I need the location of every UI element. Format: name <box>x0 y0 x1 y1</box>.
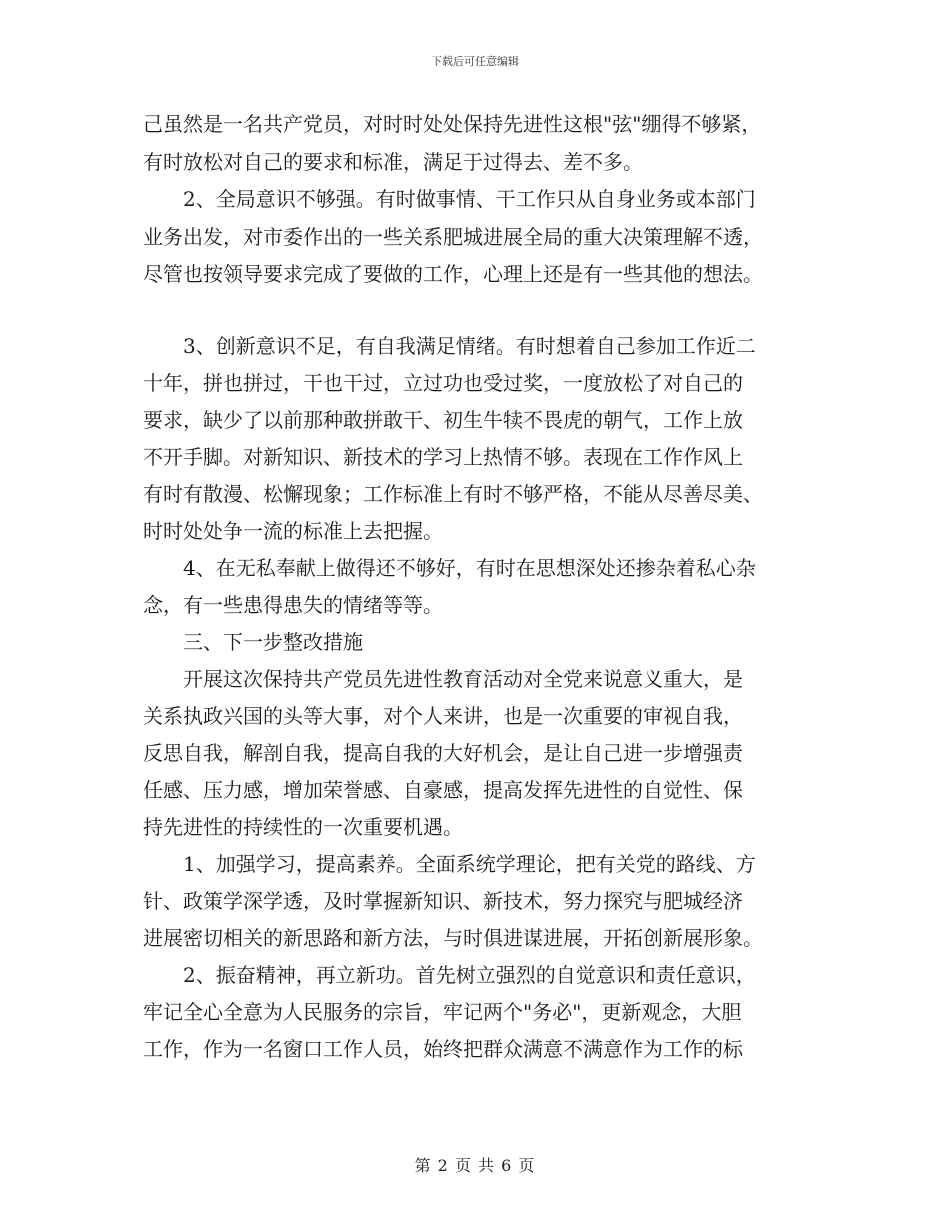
text-line: 有时放松对自己的要求和标准，满足于过得去、差不多。 <box>143 150 643 174</box>
section-heading: 三、下一步整改措施 <box>143 630 363 654</box>
text-line: 十年，拼也拼过，干也干过，立过功也受过奖，一度放松了对自己的 <box>143 371 743 395</box>
text-line: 2、全局意识不够强。有时做事情、干工作只从自身业务或本部门 <box>143 187 756 211</box>
text-line: 关系执政兴国的头等大事，对个人来讲，也是一次重要的审视自我， <box>143 704 743 728</box>
page-header: 下载后可任意编辑 <box>431 55 519 68</box>
text-line: 反思自我，解剖自我，提高自我的大好机会，是让自己进一步增强责 <box>143 741 743 765</box>
text-line: 持先进性的持续性的一次重要机遇。 <box>143 815 463 839</box>
text-line: 2、振奋精神，再立新功。首先树立强烈的自觉意识和责任意识， <box>143 963 756 987</box>
text-line: 4、在无私奉献上做得还不够好，有时在思想深处还掺杂着私心杂 <box>143 556 756 580</box>
text-line: 尽管也按领导要求完成了要做的工作，心理上还是有一些其他的想法。 <box>143 262 763 286</box>
text-line: 3、创新意识不足，有自我满足情绪。有时想着自己参加工作近二 <box>143 334 756 358</box>
text-line: 针、政策学深学透，及时掌握新知识、新技术，努力探究与肥城经济 <box>143 889 743 913</box>
text-line: 时时处处争一流的标准上去把握。 <box>143 519 443 543</box>
text-line: 念，有一些患得患失的情绪等等。 <box>143 593 443 617</box>
text-line: 不开手脚。对新知识、新技术的学习上热情不够。表现在工作作风上 <box>143 445 743 469</box>
text-line: 开展这次保持共产党员先进性教育活动对全党来说意义重大，是 <box>143 667 743 691</box>
text-line: 进展密切相关的新思路和新方法，与时俱进谋进展，开拓创新展形象。 <box>143 926 763 950</box>
text-line: 要求，缺少了以前那种敢拼敢干、初生牛犊不畏虎的朝气，工作上放 <box>143 408 743 432</box>
page-number-footer: 第 2 页 共 6 页 <box>414 1156 536 1175</box>
text-line: 业务出发，对市委作出的一些关系肥城进展全局的重大决策理解不透， <box>143 225 763 249</box>
text-line: 1、加强学习，提高素养。全面系统学理论，把有关党的路线、方 <box>143 852 756 876</box>
text-line: 工作，作为一名窗口工作人员，始终把群众满意不满意作为工作的标 <box>143 1037 743 1061</box>
text-line: 牢记全心全意为人民服务的宗旨，牢记两个"务必"，更新观念，大胆 <box>143 1000 742 1024</box>
text-line: 己虽然是一名共产党员，对时时处处保持先进性这根"弦"绷得不够紧， <box>143 112 762 136</box>
text-line: 任感、压力感，增加荣誉感、自豪感，提高发挥先进性的自觉性、保 <box>143 778 743 802</box>
text-line: 有时有散漫、松懈现象；工作标准上有时不够严格，不能从尽善尽美、 <box>143 482 763 506</box>
